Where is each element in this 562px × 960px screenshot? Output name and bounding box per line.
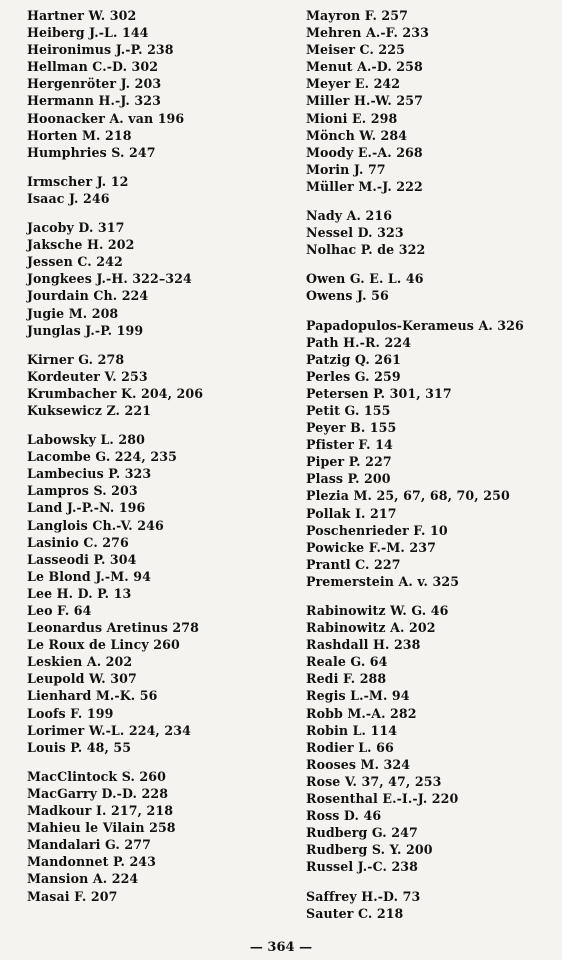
- index-entry: Hergenröter J. 203: [27, 76, 162, 92]
- index-entry: Nolhac P. de 322: [306, 242, 426, 258]
- index-group: [27, 431, 287, 756]
- index-entry: Jessen C. 242: [27, 254, 123, 270]
- index-entry: Rabinowitz A. 202: [306, 620, 436, 636]
- index-entry: Prantl C. 227: [306, 556, 401, 572]
- index-entry: Mioni E. 298: [306, 110, 398, 126]
- index-entry: MacGarry D.-D. 228: [27, 785, 169, 801]
- index-entry: Lambecius P. 323: [27, 466, 152, 482]
- index-entry: Meyer E. 242: [306, 76, 401, 92]
- index-entry: Leonardus Aretinus 278: [27, 620, 199, 636]
- index-group: [306, 317, 556, 591]
- index-entry: Menut A.-D. 258: [306, 59, 423, 75]
- index-entry: Jongkees J.-H. 322–324: [27, 271, 192, 287]
- index-entry: Mayron F. 257: [306, 8, 409, 23]
- index-entry: Mahieu le Vilain 258: [27, 820, 176, 836]
- index-entry: Pfister F. 14: [306, 437, 393, 453]
- index-group: [27, 7, 287, 161]
- index-entry: Petersen P. 301, 317: [306, 385, 452, 401]
- index-entry: Ross D. 46: [306, 808, 382, 824]
- index-entry: Heiberg J.-L. 144: [27, 25, 149, 41]
- index-entry: Leskien A. 202: [27, 654, 133, 670]
- index-entry: Meiser C. 225: [306, 42, 406, 58]
- index-group: [306, 270, 556, 304]
- index-entry: Patzig Q. 261: [306, 351, 401, 367]
- index-entry: Junglas J.-P. 199: [27, 322, 144, 338]
- index-group: [306, 207, 556, 258]
- index-entry: Powicke F.-M. 237: [306, 539, 436, 555]
- index-entry: Rodier L. 66: [306, 739, 394, 755]
- index-entry: Lampros S. 203: [27, 483, 138, 499]
- index-entry: Madkour I. 217, 218: [27, 803, 174, 819]
- index-entry: Heironimus J.-P. 238: [27, 42, 174, 58]
- left-column: [27, 7, 287, 905]
- index-entry: Russel J.-C. 238: [306, 859, 419, 875]
- index-entry: Perles G. 259: [306, 368, 401, 384]
- index-group: [27, 768, 287, 905]
- index-entry: Jugie M. 208: [27, 305, 119, 321]
- index-entry: Langlois Ch.-V. 246: [27, 517, 164, 533]
- index-entry: Poschenrieder F. 10: [306, 522, 448, 538]
- index-entry: Lacombe G. 224, 235: [27, 449, 177, 465]
- index-entry: Path H.-R. 224: [306, 334, 412, 350]
- index-entry: Regis L.-M. 94: [306, 688, 410, 704]
- index-entry: Saffrey H.-D. 73: [306, 888, 421, 904]
- index-entry: Owens J. 56: [306, 288, 389, 304]
- index-entry: Müller M.-J. 222: [306, 178, 423, 194]
- index-entry: Le Blond J.-M. 94: [27, 568, 151, 584]
- index-entry: Piper P. 227: [306, 454, 392, 470]
- index-entry: Mehren A.-F. 233: [306, 25, 430, 41]
- index-entry: Kordeuter V. 253: [27, 368, 148, 384]
- index-group: [306, 888, 556, 922]
- index-entry: Hartner W. 302: [27, 8, 137, 23]
- index-group: [27, 219, 287, 339]
- index-entry: Reale G. 64: [306, 654, 388, 670]
- index-entry: Isaac J. 246: [27, 190, 110, 206]
- index-entry: Krumbacher K. 204, 206: [27, 385, 204, 401]
- index-group: [27, 351, 287, 419]
- index-entry: Mandalari G. 277: [27, 837, 151, 853]
- index-entry: Lienhard M.-K. 56: [27, 688, 158, 704]
- index-entry: Hermann H.-J. 323: [27, 93, 161, 109]
- index-entry: Lee H. D. P. 13: [27, 585, 132, 601]
- index-group: [306, 602, 556, 876]
- index-entry: Premerstein A. v. 325: [306, 573, 460, 589]
- index-entry: Nessel D. 323: [306, 225, 404, 241]
- index-entry: Labowsky L. 280: [27, 432, 145, 448]
- index-entry: Hellman C.-D. 302: [27, 59, 159, 75]
- index-entry: Moody E.-A. 268: [306, 144, 423, 160]
- index-group: [306, 7, 556, 195]
- index-entry: Peyer B. 155: [306, 420, 397, 436]
- index-entry: Jourdain Ch. 224: [27, 288, 149, 304]
- index-entry: Robin L. 114: [306, 722, 398, 738]
- index-entry: Robb M.-A. 282: [306, 705, 417, 721]
- index-entry: Irmscher J. 12: [27, 173, 129, 189]
- index-entry: Masai F. 207: [27, 888, 118, 904]
- index-entry: Miller H.-W. 257: [306, 93, 423, 109]
- index-entry: Kuksewicz Z. 221: [27, 402, 152, 418]
- index-entry: Rudberg G. 247: [306, 825, 418, 841]
- index-entry: Mandonnet P. 243: [27, 854, 157, 870]
- index-entry: Rudberg S. Y. 200: [306, 842, 433, 858]
- index-entry: Loofs F. 199: [27, 705, 114, 721]
- index-entry: Nady A. 216: [306, 208, 393, 224]
- index-entry: Papadopulos-Kerameus A. 326: [306, 317, 524, 333]
- index-entry: Rose V. 37, 47, 253: [306, 773, 442, 789]
- right-column: [306, 7, 556, 922]
- index-entry: Owen G. E. L. 46: [306, 271, 424, 287]
- index-entry: Rashdall H. 238: [306, 637, 421, 653]
- index-entry: Leo F. 64: [27, 603, 92, 618]
- index-entry: Lorimer W.-L. 224, 234: [27, 722, 191, 738]
- index-entry: Jaksche H. 202: [27, 237, 135, 253]
- index-entry: Pollak I. 217: [306, 505, 397, 521]
- page-number: — 364 —: [249, 940, 313, 955]
- index-entry: Rabinowitz W. G. 46: [306, 603, 449, 618]
- index-entry: Leupold W. 307: [27, 671, 137, 687]
- index-entry: Louis P. 48, 55: [27, 739, 132, 755]
- index-entry: Kirner G. 278: [27, 351, 125, 367]
- index-entry: Sauter C. 218: [306, 905, 404, 921]
- index-entry: Lasinio C. 276: [27, 534, 129, 550]
- index-entry: Rosenthal E.-I.-J. 220: [306, 791, 459, 807]
- index-entry: Plass P. 200: [306, 471, 391, 487]
- index-entry: Petit G. 155: [306, 402, 391, 418]
- index-group: [27, 173, 287, 207]
- index-entry: Land J.-P.-N. 196: [27, 500, 146, 516]
- index-entry: Plezia M. 25, 67, 68, 70, 250: [306, 488, 510, 504]
- index-entry: Horten M. 218: [27, 127, 132, 143]
- index-entry: MacClintock S. 260: [27, 768, 167, 784]
- index-entry: Mönch W. 284: [306, 127, 408, 143]
- index-entry: Rooses M. 324: [306, 756, 411, 772]
- index-entry: Hoonacker A. van 196: [27, 110, 185, 126]
- index-entry: Le Roux de Lincy 260: [27, 637, 180, 653]
- index-entry: Mansion A. 224: [27, 871, 139, 887]
- index-entry: Lasseodi P. 304: [27, 551, 137, 567]
- index-entry: Redi F. 288: [306, 671, 387, 687]
- index-entry: Humphries S. 247: [27, 144, 156, 160]
- index-entry: Morin J. 77: [306, 161, 386, 177]
- index-entry: Jacoby D. 317: [27, 220, 125, 236]
